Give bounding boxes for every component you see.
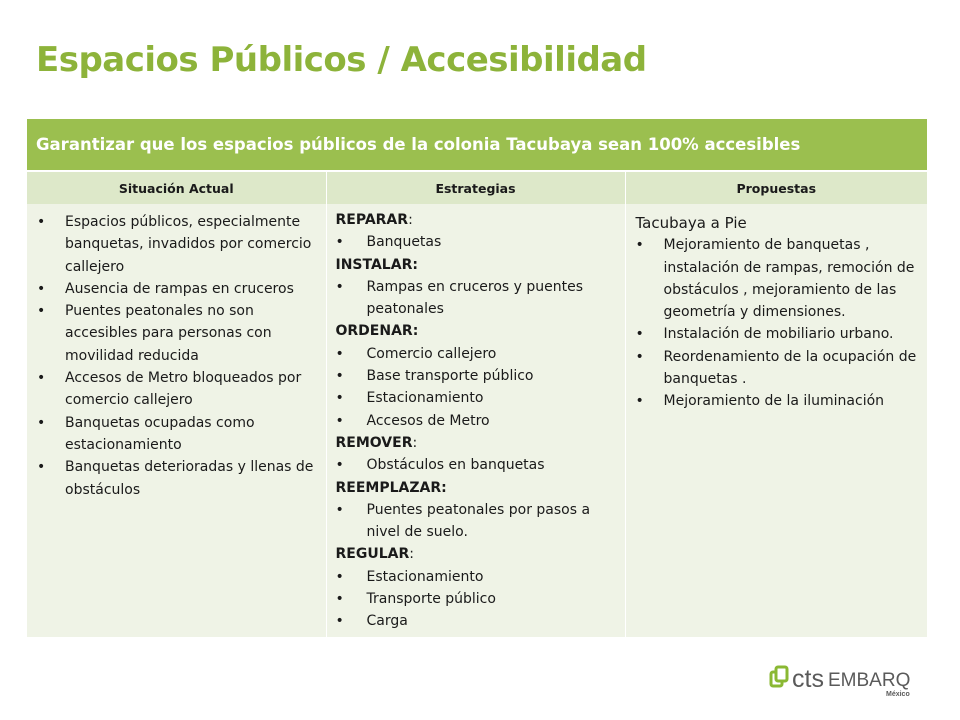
header-situacion: Situación Actual bbox=[27, 171, 326, 204]
strategy-word: REPARAR bbox=[335, 212, 409, 228]
logo-embarq: EMBARQ bbox=[828, 670, 911, 691]
list-item: • Banquetas deterioradas y llenas de obstáculos bbox=[65, 456, 316, 501]
strategy-heading-instalar: INSTALAR: bbox=[335, 256, 418, 273]
list-item: • Mejoramiento de banquetas , instalación de rampas, remoción de obstáculos , mejoramiento de las geometría y dimensiones. bbox=[664, 234, 922, 323]
list-item: • Banquetas bbox=[367, 231, 619, 253]
strategy-colon: : bbox=[409, 546, 414, 563]
list-item: • Ausencia de rampas en cruceros bbox=[65, 278, 316, 300]
table-banner: Garantizar que los espacios públicos de la colonia Tacubaya sean 100% accesibles bbox=[27, 119, 927, 171]
list-item: • Obstáculos en banquetas bbox=[367, 454, 619, 476]
propuestas-list bbox=[636, 234, 922, 412]
propuestas-title: Tacubaya a Pie bbox=[635, 214, 747, 232]
slide-title: Espacios Públicos / Accesibilidad bbox=[36, 40, 647, 80]
strategy-table bbox=[27, 119, 927, 637]
situacion-list bbox=[65, 211, 316, 501]
list-item: • Transporte público bbox=[367, 588, 619, 610]
estrategias-cell bbox=[326, 204, 625, 637]
list-item: • Rampas en cruceros y puentes peatonales bbox=[367, 276, 619, 321]
list-item: • Puentes peatonales por pasos a nivel de suelo. bbox=[367, 499, 619, 544]
list-item: • Espacios públicos, especialmente banquetas, invadidos por comercio callejero bbox=[65, 211, 316, 278]
header-estrategias: Estrategias bbox=[326, 171, 625, 204]
list-item: • Comercio callejero bbox=[367, 343, 619, 365]
strategy-colon: : bbox=[408, 212, 413, 228]
strategy-heading-reemplazar: REEMPLAZAR: bbox=[335, 479, 447, 496]
header-propuestas: Propuestas bbox=[625, 171, 927, 204]
list-item: • Estacionamiento bbox=[367, 566, 619, 588]
list-item: • Instalación de mobiliario urbano. bbox=[664, 323, 922, 345]
strategy-word: REGULAR bbox=[335, 546, 410, 563]
strategy-word: REMOVER bbox=[335, 434, 413, 451]
strategy-heading-reparar bbox=[336, 209, 619, 231]
strategy-colon: : bbox=[412, 434, 418, 451]
list-item: • Puentes peatonales no son accesibles para personas con movilidad reducida bbox=[65, 300, 316, 367]
list-item: • Reordenamiento de la ocupación de banquetas . bbox=[664, 346, 922, 391]
list-item: • Mejoramiento de la iluminación bbox=[664, 390, 922, 412]
list-item: • Accesos de Metro bloqueados por comercio callejero bbox=[65, 367, 316, 412]
list-item: • Base transporte público bbox=[367, 365, 619, 387]
list-item: • Estacionamiento bbox=[367, 387, 619, 409]
list-item: • Accesos de Metro bbox=[367, 410, 619, 432]
logo-mark-icon bbox=[771, 667, 787, 686]
list-item: • Banquetas ocupadas como estacionamiento bbox=[65, 412, 316, 457]
logo-cts: cts bbox=[792, 665, 824, 693]
propuestas-cell bbox=[625, 204, 927, 637]
strategy-heading-remover bbox=[336, 432, 619, 454]
strategy-heading-ordenar: ORDENAR: bbox=[335, 323, 419, 340]
logo-country: México bbox=[886, 691, 910, 698]
situacion-cell bbox=[27, 204, 326, 637]
cts-embarq-logo bbox=[768, 660, 928, 700]
strategy-heading-regular bbox=[336, 543, 619, 565]
list-item: • Carga bbox=[367, 610, 619, 632]
